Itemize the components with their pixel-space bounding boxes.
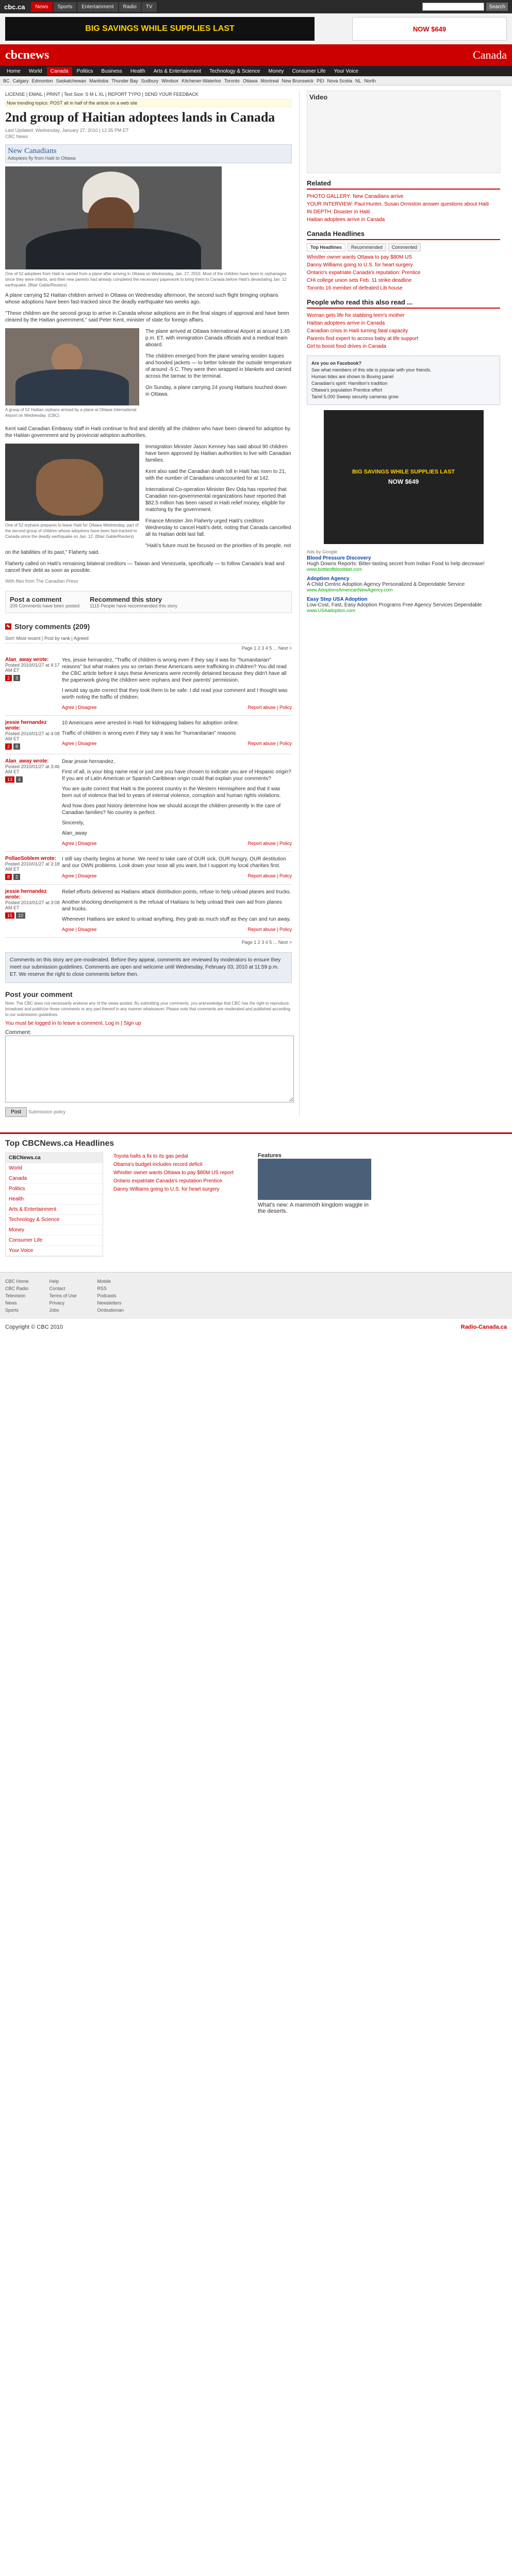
ad-laptop[interactable]: NOW $649	[352, 17, 507, 41]
nav-money[interactable]: Money	[268, 68, 284, 74]
section-link[interactable]: Politics	[6, 1184, 103, 1194]
comment-text: First of all, is your blog name real or just one you have chosen to indicate you are of Hispanic origin? If you are of Latin American or Spanish Caribbean origin could that explain your comments?	[62, 769, 291, 782]
footer-link[interactable]: Privacy	[49, 1300, 65, 1306]
headline-link[interactable]: CHI college union sets Feb. 11 strike deadline	[307, 278, 412, 283]
side-ad[interactable]: BIG SAVINGS WHILE SUPPLIES LAST NOW $649	[324, 410, 484, 544]
content	[0, 86, 512, 1122]
region-link[interactable]: PEI	[317, 78, 324, 83]
article-date: Last Updated: Wednesday, January 27, 2010 | 12:35 PM ET	[5, 128, 129, 133]
region-link[interactable]: Manitoba	[89, 78, 109, 83]
agree-count[interactable]: 2	[5, 743, 12, 750]
region-link[interactable]: Windsor	[161, 78, 179, 83]
video-box[interactable]: Video	[307, 91, 500, 173]
comment	[5, 885, 292, 938]
story-tools[interactable]: LICENSE | EMAIL | PRINT | Text Size: S M L XL | REPORT TYPO | SEND YOUR FEEDBACK	[5, 92, 199, 97]
post-button[interactable]: Post	[5, 1107, 27, 1117]
footer	[0, 1272, 512, 1319]
footer-link[interactable]: News	[5, 1300, 17, 1306]
paragraph: Immigration Minister Jason Kenney has said about 90 children have been approved by Haitian authorities to live with Canadian families.	[145, 444, 291, 463]
section-link[interactable]: Arts & Entertainment	[6, 1205, 103, 1215]
footer-link[interactable]: Television	[5, 1293, 26, 1298]
headline-link[interactable]: Whistler owner wants Ottawa to pay $80M US report	[113, 1170, 234, 1176]
paragraph: The children emerged from the plane wearing woolen tuques and hooded jackets — to better tolerate the outside temperature of around -5 C. They were then wrapped in blankets and carried across the tarmac to the terminal.	[145, 353, 292, 379]
comment-list	[5, 653, 292, 938]
facebook-item[interactable]: Human tides are shown to Boxing panel	[311, 374, 394, 379]
footer-link[interactable]: Newsletters	[97, 1300, 122, 1306]
footer-column	[5, 1278, 29, 1314]
comment-text: Yes, jessie hernandez, "Traffic of children is wrong even if they say it was for "humanitarian" reasons" but what makes you so certain these Americans were trafficking in children? You did read the CBC article before it says these Americans were recently detained because they didn't have all the paperwork giving the children were orphans and their parents' permission.	[62, 657, 287, 683]
ad-banner	[0, 13, 512, 44]
comment-date: Posted 2010/01/27 at 4:17 AM ET	[5, 663, 60, 673]
ads-by-google[interactable]: Ads by Google	[307, 549, 338, 554]
related-list	[307, 193, 500, 224]
disagree-count[interactable]: 2	[13, 874, 20, 880]
paragraph: Finance Minister Jim Flaherty urged Haiti's creditors Wednesday to cancel Haiti's debt, noting that Canada cancelled all its Haitian debt last fall.	[145, 518, 291, 537]
lead-photo[interactable]	[5, 166, 222, 269]
footer-link[interactable]: CBC Home	[5, 1279, 29, 1284]
paragraph: A plane carrying 52 Haitian children arrived in Ottawa on Wednesday afternoon, the second such flight bringing orphans whose adoptions have been fast-tracked since the deadly earthquake two weeks ago.	[5, 293, 278, 305]
footer-brand	[0, 1319, 512, 1335]
comment-text: You are quite correct that Haiti is the poorest country in the Western Hemisphere and that it was born out of violence that led to years of internal violence, corruption and human rights violations.	[62, 786, 281, 799]
paragraph: Kent said Canadian Embassy staff in Haiti continue to find and identify all the children who have been cleared for adoption by the Haitian government and by provincial adoption authorities.	[5, 426, 290, 438]
region-link[interactable]: Montreal	[260, 78, 279, 83]
submission-policy-link[interactable]: Submission policy	[28, 1109, 66, 1114]
google-ad[interactable]: Easy Step USA Adoption Low-Cost, Fast, Easy Adoption Programs Free Agency Services Dependable www.USAadoption.com	[307, 597, 482, 613]
agree-disagree-links[interactable]: Agree | Disagree	[62, 873, 97, 878]
people-also-read-list	[307, 312, 500, 350]
cbcnews-brand[interactable]: cbcnews	[5, 48, 49, 62]
comment-pager[interactable]: Page 1 2 3 4 5 ... Next >	[241, 646, 292, 651]
nav-arts[interactable]: Arts & Entertainment	[153, 68, 202, 74]
comment-author	[5, 856, 62, 880]
top-bar	[0, 0, 512, 13]
radio-canada-link[interactable]: Radio-Canada.ca	[460, 1324, 507, 1330]
region-link[interactable]: Kitchener-Waterloo	[181, 78, 221, 83]
related-link[interactable]: PHOTO GALLERY: New Canadians arrive	[307, 194, 404, 199]
comment	[5, 716, 292, 754]
section-link[interactable]: Technology & Science	[6, 1215, 103, 1225]
also-read-link[interactable]: Haitian adoptees arrive in Canada	[307, 320, 385, 326]
agree-disagree-links[interactable]: Agree | Disagree	[62, 927, 97, 932]
footer-link[interactable]: Sports	[5, 1308, 19, 1313]
tab-news[interactable]: News	[31, 2, 52, 12]
footer-link[interactable]: Ombudsman	[97, 1308, 124, 1313]
footer-column	[49, 1278, 77, 1314]
footer-link[interactable]: Jobs	[49, 1308, 59, 1313]
comment-votes	[5, 675, 62, 681]
agree-count[interactable]: 2	[5, 675, 12, 681]
main-nav	[0, 66, 512, 76]
top-headlines	[0, 1132, 512, 1262]
trending-bar: Now trending topics: POST all in half of the article on a web site	[5, 99, 292, 107]
headline-link[interactable]: Toyota halts a fix to its gas pedal	[113, 1154, 188, 1159]
footer-link[interactable]: Contact	[49, 1286, 65, 1291]
also-read-link[interactable]: Girl to boost food drives in Canada	[307, 344, 386, 349]
comment-pager-bottom[interactable]: Page 1 2 3 4 5 ... Next >	[241, 940, 292, 945]
disagree-count[interactable]: 3	[13, 675, 20, 681]
comment-textarea[interactable]	[5, 1036, 294, 1103]
section-link[interactable]: CBCNews.ca	[6, 1153, 103, 1163]
comment-username[interactable]: jessie hernandez wrote:	[5, 889, 47, 900]
footer-columns	[5, 1278, 507, 1314]
headline-tabs	[307, 243, 500, 251]
disagree-count[interactable]: 10	[16, 912, 25, 919]
top-tabs	[31, 2, 156, 12]
region-link[interactable]: NL	[355, 78, 361, 83]
comment-body	[62, 856, 292, 880]
footer-link[interactable]: Mobile	[97, 1279, 111, 1284]
comment-text: I still say charity begins at home. We need to take care of OUR sick, OUR hungry, OUR destitution and our OWN problems. Look down your nose all you want, but I support my local charities first.	[62, 856, 286, 869]
footer-column	[97, 1278, 124, 1314]
section-link[interactable]: Money	[6, 1225, 103, 1235]
nav-world[interactable]: World	[28, 68, 42, 74]
comment-author	[5, 758, 62, 847]
gallery-subtitle: Adoptees fly from Haiti to Ottawa	[8, 156, 76, 161]
comment-actions	[62, 840, 292, 847]
post-comment-form	[5, 990, 292, 1117]
headline-link[interactable]: Toronto 16 member of defeated Lib house	[307, 285, 403, 291]
nav-politics[interactable]: Politics	[76, 68, 93, 74]
comment-label: Comment:	[5, 1029, 31, 1036]
comment-author	[5, 720, 62, 750]
tab-top-headlines[interactable]: Top Headlines	[307, 243, 345, 251]
comment-votes	[5, 776, 62, 783]
disagree-count[interactable]: 4	[16, 776, 23, 783]
google-ads	[307, 555, 500, 613]
nav-business[interactable]: Business	[101, 68, 122, 74]
comment-votes	[5, 874, 62, 880]
comment-date: Posted 2010/01/27 at 3:18 AM ET	[5, 861, 60, 872]
headline-link[interactable]: Ontario's expatriate Canada's reputation: Prentice	[307, 270, 421, 276]
also-read-link[interactable]: Parents find expert to access baby at life support	[307, 336, 419, 342]
paragraph: "Haiti's future must be focused on the priorities of its people, not on the liabilities of its past," Flaherty said.	[5, 543, 291, 555]
report-abuse-link[interactable]: Report abuse | Policy	[247, 741, 292, 746]
disagree-count[interactable]: 8	[13, 743, 20, 750]
comment	[5, 852, 292, 885]
tab-entertainment[interactable]: Entertainment	[77, 2, 118, 12]
feature-text[interactable]: What's new: A mammoth kingdom waggle in the deserts.	[258, 1202, 369, 1214]
comments-heading: ✎ Story comments (209)	[5, 622, 292, 631]
comment-text: And how does past history determine how we should accept the children presently in the care of Canadian families? No country is perfect.	[62, 803, 281, 816]
comment-text: Whenever Haitians are asked to unload anything, they grab as much stuff as they can and run away.	[62, 917, 291, 922]
nav-canada[interactable]: Canada	[47, 67, 72, 76]
facebook-item[interactable]: Canadian's spirit: Hamilton's tradition	[311, 381, 388, 386]
section-list	[5, 1153, 103, 1257]
agree-count[interactable]: 15	[5, 912, 14, 919]
recommend-link[interactable]: Recommend this story 1115 People have recommended this story	[90, 596, 177, 608]
region-link[interactable]: BC	[3, 78, 10, 83]
nav-your-voice[interactable]: Your Voice	[334, 68, 358, 74]
nav-health[interactable]: Health	[130, 68, 145, 74]
comment-date: Posted 2010/01/27 at 3:46 AM ET	[5, 764, 60, 774]
comment-body	[62, 720, 292, 750]
comment-username[interactable]: Alan_away wrote:	[5, 758, 49, 764]
tab-radio[interactable]: Radio	[119, 2, 141, 12]
ad-leaderboard[interactable]: BIG SAVINGS WHILE SUPPLIES LAST	[5, 17, 315, 41]
comment-text: Sincerely,	[62, 820, 85, 826]
comment-actions	[62, 873, 292, 879]
also-read-link[interactable]: Woman gets life for stabbing teen's mother	[307, 313, 405, 318]
site-header	[0, 44, 512, 66]
gallery-section: New Canadians	[8, 147, 57, 155]
comment-icon: ✎	[5, 623, 11, 630]
comment-actions	[62, 740, 292, 747]
footer-link[interactable]: Podcasts	[97, 1293, 117, 1298]
nav-consumer[interactable]: Consumer Life	[292, 68, 326, 74]
inline-photo-caption: A group of 52 Haitian orphans arrived by a plane at Ottawa International Airport on Wednesday. (CBC)	[5, 408, 137, 418]
nav-tech[interactable]: Technology & Science	[209, 68, 260, 74]
comment-text: 10 Americans were arrested in Haiti for kidnapping babies for adoption online.	[62, 720, 239, 726]
tab-recommended[interactable]: Recommended	[348, 243, 386, 251]
nav-home[interactable]: Home	[7, 68, 21, 74]
top-headlines-title: Top CBCNews.ca Headlines	[5, 1139, 114, 1148]
report-abuse-link[interactable]: Report abuse | Policy	[247, 873, 292, 878]
post-comment-title: Post your comment	[5, 990, 73, 998]
comment-text: Traffic of children is wrong even if they say it was for "humanitarian" reasons	[62, 731, 236, 736]
region-link[interactable]: Toronto	[224, 78, 240, 83]
agree-disagree-links[interactable]: Agree | Disagree	[62, 741, 97, 746]
region-title: Canada	[473, 48, 507, 61]
facebook-box	[307, 355, 500, 405]
headline-link[interactable]: Danny Williams going to U.S. for heart surgery	[113, 1187, 220, 1192]
article-title: 2nd group of Haitian adoptees lands in Canada	[5, 110, 275, 125]
comment-author	[5, 657, 62, 711]
facebook-text: See what members of this site is popular with your friends.	[311, 367, 432, 372]
post-recommend-bar	[5, 591, 292, 613]
comment-date: Posted 2010/01/27 at 4:08 AM ET	[5, 731, 60, 741]
comment-text: Relief efforts delivered as Haitians attack distribution points, refuse to help unload planes and trucks.	[62, 889, 291, 895]
photo-gallery-box[interactable]	[5, 144, 292, 163]
region-link[interactable]: North	[364, 78, 376, 83]
agree-count[interactable]: 8	[5, 874, 12, 880]
headline-link[interactable]: Ontario expatriate Canada's reputation Prentice	[113, 1178, 222, 1184]
comment-votes	[5, 743, 62, 750]
comment-text: Another shocking development is the refusal of Haitians to help unload their own aid from planes and trucks.	[62, 900, 282, 912]
comment-username[interactable]: Alan_away wrote:	[5, 657, 49, 663]
headline-list	[113, 1153, 247, 1257]
region-link[interactable]: New Brunswick	[282, 78, 313, 83]
comment-actions	[62, 704, 292, 711]
wire-credit: With files from The Canadian Press	[5, 579, 78, 584]
search-button[interactable]: Search	[486, 3, 508, 11]
top-search	[422, 3, 508, 11]
comment-sort[interactable]: Sort: Most recent | Post by rank | Agreed	[5, 634, 292, 643]
moderation-notice: Comments on this story are pre-moderated. Before they appear, comments are reviewed by moderators to ensure they meet our submission guidelines. Comments are open and welcome until Wednesday, February 03, 2010 at 11:59 p.m. ET. We reserve the right to close comments before then.	[5, 952, 292, 983]
agree-count[interactable]: 13	[5, 776, 14, 783]
post-comment-link[interactable]: Post a comment 209 Comments have been posted	[10, 596, 80, 608]
related-link[interactable]: IN DEPTH: Disaster in Haiti	[307, 209, 370, 215]
section-link[interactable]: Consumer Life	[6, 1235, 103, 1246]
related-link[interactable]: YOUR INTERVIEW: Paul Hunter, Susan Ormiston answer questions about Haiti	[307, 201, 489, 207]
comment-body	[62, 758, 292, 847]
region-link[interactable]: Nova Scotia	[327, 78, 353, 83]
google-ad[interactable]: Adoption Agency A Child Centric Adoption Agency Personalized & Dependable Service www.AdoptionsAmericanNewAgency.com	[307, 576, 465, 592]
also-read-link[interactable]: Canadian crisis in Haiti turning fatal capacity	[307, 328, 408, 334]
cbc-logo[interactable]: cbc.ca	[4, 3, 25, 11]
region-link[interactable]: Ottawa	[242, 78, 258, 83]
comment-text: Dear jessie hernandez,	[62, 759, 115, 765]
article-source: CBC News	[5, 134, 28, 139]
tab-sports[interactable]: Sports	[54, 2, 77, 12]
comment	[5, 754, 292, 852]
sidebar	[299, 91, 500, 1117]
report-abuse-link[interactable]: Report abuse | Policy	[247, 841, 292, 846]
report-abuse-link[interactable]: Report abuse | Policy	[247, 927, 292, 932]
paragraph: International Co-operation Minister Bev Oda has reported that Canadian non-governmental organizations have reported that $82.5 million has been raised in Haiti relief money, eligible for matching by the government.	[145, 487, 287, 513]
features-title: Features	[258, 1153, 282, 1159]
facebook-title: Are you on Facebook?	[311, 361, 362, 366]
comment-body	[62, 889, 292, 933]
facebook-item[interactable]: Ottawa's population Prentice effort	[311, 387, 383, 393]
comment-author	[5, 889, 62, 933]
headline-link[interactable]: Obama's budget includes record deficit	[113, 1162, 203, 1167]
tab-tv[interactable]: TV	[142, 2, 157, 12]
canada-headlines-list	[307, 253, 500, 292]
agree-disagree-links[interactable]: Agree | Disagree	[62, 705, 97, 710]
section-link[interactable]: Health	[6, 1194, 103, 1205]
region-link[interactable]: Edmonton	[31, 78, 53, 83]
comment-votes	[5, 912, 62, 919]
article-column	[5, 91, 299, 1117]
inline-photo[interactable]	[5, 328, 139, 422]
inline-photo[interactable]	[5, 444, 139, 544]
region-link[interactable]: Calgary	[12, 78, 29, 83]
login-link[interactable]: You must be logged in to leave a comment. Log in | Sign up	[5, 1021, 141, 1026]
section-link[interactable]: Your Voice	[6, 1246, 103, 1256]
post-comment-note: Note: The CBC does not necessarily endorse any of the views posted. By submitting your comments, you acknowledge that CBC has the right to reproduce, broadcast and publicize those comments or any part thereof in any manner whatsoever. Please note that comments are moderated and published according to our submission guidelines.	[5, 1001, 290, 1017]
footer-link[interactable]: CBC Radio	[5, 1286, 29, 1291]
people-also-read-title: People who read this also read ...	[307, 298, 500, 309]
paragraph: Kent also said the Canadian death toll in Haiti has risen to 21, with the number of Canadians unaccounted for at 142.	[145, 469, 286, 481]
footer-link[interactable]: RSS	[97, 1286, 107, 1291]
comment-date: Posted 2010/01/27 at 3:08 AM ET	[5, 900, 60, 910]
paragraph: The plane arrived at Ottawa International Airport at around 1:45 p.m. ET, with immigration Canada officials and a medical team aboard.	[145, 329, 290, 348]
facebook-item[interactable]: Tamil 5,000 Sweep security cameras grow	[311, 394, 399, 399]
region-link[interactable]: Sudbury	[141, 78, 159, 83]
agree-disagree-links[interactable]: Agree | Disagree	[62, 841, 97, 846]
comment-username[interactable]: jessie hernandez wrote:	[5, 720, 47, 731]
paragraph: "These children are the second group to arrive in Canada whose adoptions are in the final stages of approval and have been cleared by the Haitian government," said Peter Kent, minister of state for foreign affairs.	[5, 311, 289, 323]
lead-photo-caption: One of 52 adoptees from Haiti is carried from a plane after arriving in Ottawa on Wednesday, Jan. 27, 2010. Most of the children have been in orphanages since they were infants, and their new parents had already completed the necessary paperwork to bring them to Canada before Haiti's devastating Jan. 12 earthquake. (Blair Gable/Reuters)	[5, 272, 287, 287]
tab-commented[interactable]: Commented	[388, 243, 421, 251]
comment	[5, 653, 292, 716]
headline-link[interactable]: Danny Williams going to U.S. for heart surgery	[307, 262, 413, 268]
region-nav	[0, 76, 512, 86]
comment-text: I would say quite correct that they took them to be safe. I did read your comment and I thought was worth noting the traffic of children.	[62, 688, 288, 700]
google-ad[interactable]: Blood Pressure Discovery Hugh Downs Reports: Bitter-tasting secret from Indian Food to help decrease! www.bottleofblooddiet.com	[307, 555, 485, 572]
footer-link[interactable]: Help	[49, 1279, 59, 1284]
features	[258, 1153, 371, 1257]
comment-body	[62, 657, 292, 711]
region-link[interactable]: Thunder Bay	[111, 78, 138, 83]
inline-photo-caption: One of 52 orphans prepares to leave Haiti for Ottawa Wednesday, part of the second group of children whose adoptions have been fast-tracked to Canada since the deadly earthquake on Jan. 12. (Blair Gable/Reuters)	[5, 523, 139, 539]
related-link[interactable]: Haitian adoptees arrive in Canada	[307, 217, 385, 223]
canada-headlines-title: Canada Headlines	[307, 230, 500, 240]
comment-text: Alan_away	[62, 831, 87, 836]
comment-actions	[62, 926, 292, 933]
related-title: Related	[307, 179, 500, 190]
report-abuse-link[interactable]: Report abuse | Policy	[247, 705, 292, 710]
feature-image[interactable]	[258, 1159, 371, 1200]
headline-link[interactable]: Whistler owner wants Ottawa to pay $80M US	[307, 255, 412, 260]
paragraph: Flaherty called on Haiti's remaining bilateral creditors — Taiwan and Venezuela, specifically — to follow Canada's lead and cancel their debt as soon as possible.	[5, 561, 285, 573]
copyright: Copyright © CBC 2010	[5, 1324, 63, 1330]
region-link[interactable]: Saskatchewan	[56, 78, 87, 83]
footer-link[interactable]: Terms of Use	[49, 1293, 77, 1298]
comment-username[interactable]: PollaoSoblem wrote:	[5, 856, 56, 861]
section-link[interactable]: World	[6, 1163, 103, 1174]
section-link[interactable]: Canada	[6, 1174, 103, 1184]
paragraph: On Sunday, a plane carrying 24 young Haitians touched down in Ottawa.	[145, 385, 287, 397]
search-input[interactable]	[422, 3, 484, 11]
